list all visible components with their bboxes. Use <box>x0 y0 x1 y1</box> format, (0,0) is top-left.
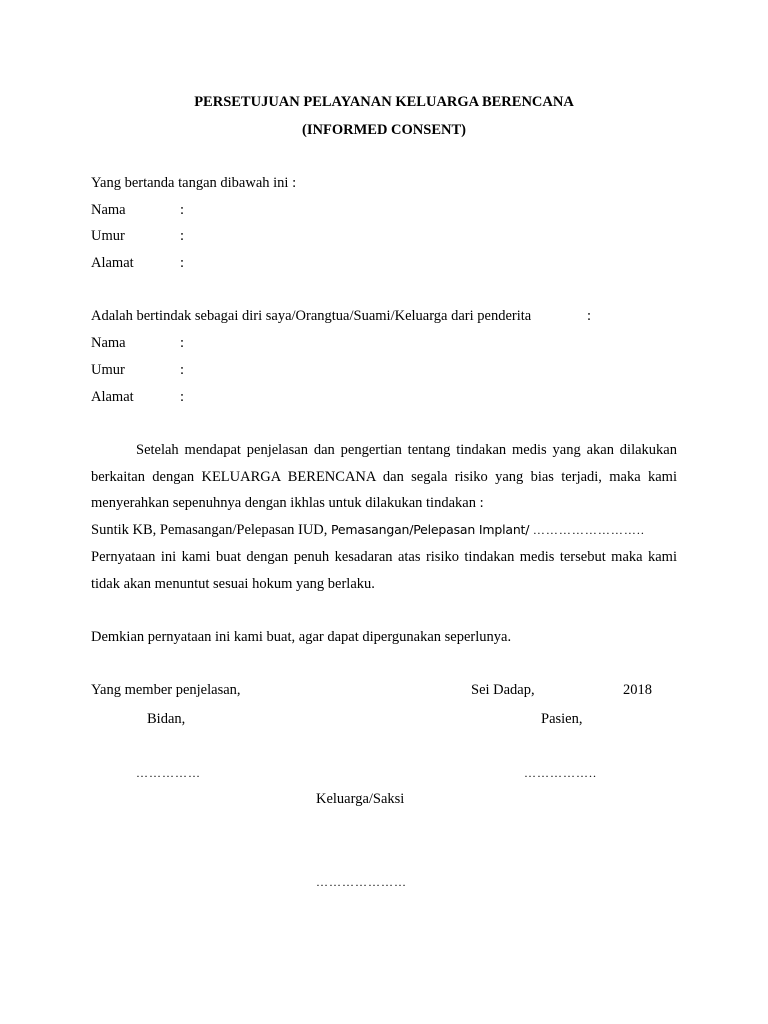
closing-text: Demkian pernyataan ini kami buat, agar dapat dipergunakan seperlunya. <box>91 629 512 645</box>
party1-alamat-colon: : <box>180 255 185 271</box>
document-subtitle: (INFORMED CONSENT) <box>302 122 466 138</box>
statement-line-2: tidak akan menuntut sesuai hokum yang berlaku. <box>91 576 375 592</box>
party2-nama-colon: : <box>180 335 185 351</box>
pasien-signature-line: …………….. <box>524 766 597 780</box>
body-line-1: Setelah mendapat penjelasan dan pengertian tentang tindakan medis yang akan dilakukan <box>136 442 677 458</box>
bidan-label: Bidan, <box>147 711 186 727</box>
acting-as-colon: : <box>587 308 592 324</box>
procedures-part2: Pemasangan/Pelepasan Implant/ <box>331 522 530 537</box>
party1-alamat-label: Alamat <box>91 255 134 271</box>
procedures-part1: Suntik KB, Pemasangan/Pelepasan IUD, <box>91 522 332 538</box>
party2-umur-colon: : <box>180 362 185 378</box>
party1-umur-colon: : <box>180 228 185 244</box>
witness-label: Keluarga/Saksi <box>316 791 405 807</box>
party1-nama-colon: : <box>180 202 185 218</box>
body-line-2: berkaitan dengan KELUARGA BERENCANA dan segala risiko yang bias terjadi, maka kami <box>91 469 677 485</box>
place-label: Sei Dadap, <box>471 682 535 698</box>
party2-alamat-label: Alamat <box>91 389 134 405</box>
bidan-signature-line: …………… <box>136 766 201 780</box>
party1-nama-label: Nama <box>91 202 126 218</box>
procedures-dots: …………………….. <box>532 523 645 537</box>
year-label: 2018 <box>623 682 652 698</box>
party2-nama-label: Nama <box>91 335 126 351</box>
party2-umur-label: Umur <box>91 362 125 378</box>
document-title: PERSETUJUAN PELAYANAN KELUARGA BERENCANA <box>194 94 574 110</box>
body-line-3: menyerahkan sepenuhnya dengan ikhlas untuk dilakukan tindakan : <box>91 495 484 511</box>
party1-umur-label: Umur <box>91 228 125 244</box>
procedures-line <box>91 521 645 539</box>
explainer-label: Yang member penjelasan, <box>91 682 241 698</box>
acting-as-text: Adalah bertindak sebagai diri saya/Orangtua/Suami/Keluarga dari penderita <box>91 308 532 324</box>
party2-alamat-colon: : <box>180 389 185 405</box>
pasien-label: Pasien, <box>541 711 583 727</box>
intro-text: Yang bertanda tangan dibawah ini : <box>91 175 297 191</box>
witness-signature-line: ………………… <box>316 875 407 889</box>
statement-line-1: Pernyataan ini kami buat dengan penuh kesadaran atas risiko tindakan medis tersebut maka kami <box>91 549 677 565</box>
